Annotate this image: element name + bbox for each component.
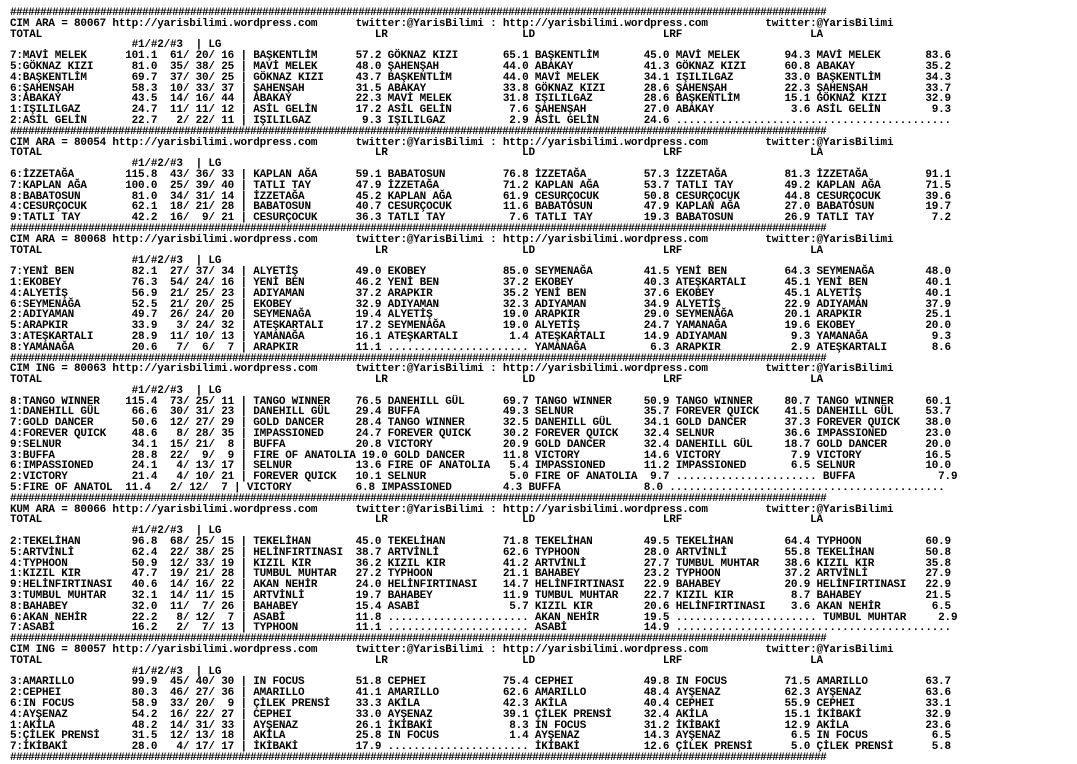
horse-row: 8:TANGO WINNER 115.4 73/ 25/ 11 | TANGO WINNER 76.5 DANEHILL GÜL 69.7 TANGO WINNER 50.9 TANGO WINNER 80.7 TANGO WINNER 60.1 xyxy=(10,395,951,408)
horse-row: 5:ÇİLEK PRENSİ 31.5 12/ 13/ 18 | AKİLA 25.8 IN FOCUS 1.4 AYŞENAZ 14.3 AYŞENAZ 6.5 IN FOCUS 6.5 xyxy=(10,730,951,743)
horse-row: 7:ASABİ 16.2 2/ 7/ 13 | TYPHOON 11.1 ...................... ASABİ 14.9 ........................................... xyxy=(10,622,951,635)
horse-row: 8:BAHABEY 32.0 11/ 7/ 26 | BAHABEY 15.4 ASABİ 5.7 KIZIL KIR 20.6 HELİNFIRTINASI 3.6 AKAN NEHİR 6.5 xyxy=(10,600,951,613)
column-subheader: #1/#2/#3 | LG xyxy=(10,384,222,397)
race-header: CIM ING = 80057 http://yarisbilimi.wordpress.com twitter:@YarisBilimi : http://yarisbilimi.wordpress.com twitter:@YarisBilimi xyxy=(10,644,894,657)
horse-row: 5:FIRE OF ANATOL 11.4 2/ 12/ 7 | VICTORY 6.8 IMPASSIONED 4.3 BUFFA 8.0 ........................................... xyxy=(10,482,945,495)
racing-stats-sheet xyxy=(10,7,1072,764)
separator-line: ######################################################################################################################################## xyxy=(10,751,827,764)
race-header: CIM ING = 80063 http://yarisbilimi.wordpress.com twitter:@YarisBilimi : http://yarisbilimi.wordpress.com twitter:@YarisBilimi xyxy=(10,363,894,376)
horse-row: 3:ABAKAY 43.5 14/ 16/ 44 | ABAKAY 22.3 MAVİ MELEK 31.8 IŞILILGAZ 28.6 BAŞKENTLİM 15.1 GÖKNAZ KIZI 32.9 xyxy=(10,93,951,106)
horse-row: 9:TATLI TAY 42.2 16/ 9/ 21 | CESURÇOCUK 36.3 TATLI TAY 7.6 TATLI TAY 19.3 BABATOSUN 26.9 TATLI TAY 7.2 xyxy=(10,212,951,225)
horse-row: 3:AMARILLO 99.9 45/ 40/ 30 | IN FOCUS 51.8 CEPHEI 75.4 CEPHEI 49.8 IN FOCUS 71.5 AMARILLO 63.7 xyxy=(10,676,951,689)
column-header: TOTAL LR LD LRF LA xyxy=(10,514,823,527)
horse-row: 2:TEKELİHAN 96.8 68/ 25/ 15 | TEKELİHAN 45.0 TEKELİHAN 71.8 TEKELİHAN 49.5 TEKELİHAN 64.4 TYPHOON 60.9 xyxy=(10,536,951,549)
horse-row: 5:GÖKNAZ KIZI 81.0 35/ 38/ 25 | MAVİ MELEK 48.0 ŞAHENŞAH 44.0 ABAKAY 41.3 GÖKNAZ KIZI 60.8 ABAKAY 35.2 xyxy=(10,60,951,73)
horse-row: 7:MAVİ MELEK 101.1 61/ 20/ 16 | BAŞKENTLİM 57.2 GÖKNAZ KIZI 65.1 BAŞKENTLİM 45.0 MAVİ MELEK 94.3 MAVİ MELEK 83.6 xyxy=(10,50,951,63)
horse-row: 3:ATEŞKARTALI 28.9 11/ 10/ 13 | YAMANAĞA 16.1 ATEŞKARTALI 1.4 ATEŞKARTALI 14.9 ADIYAMAN 9.3 YAMANAĞA 9.3 xyxy=(10,330,951,343)
horse-row: 4:AYŞENAZ 54.2 16/ 22/ 27 | CEPHEI 33.0 AYŞENAZ 39.1 ÇİLEK PRENSİ 32.4 AKİLA 15.1 İKİBAKİ 32.9 xyxy=(10,708,951,721)
horse-row: 2:VICTORY 21.4 4/ 10/ 21 | FOREVER QUICK 10.1 SELNUR 5.0 FIRE OF ANATOLIA 9.7 ...................... BUFFA 7.9 xyxy=(10,471,958,484)
horse-row: 1:IŞILILGAZ 24.7 11/ 11/ 12 | ASİL GELİN 17.2 ASİL GELİN 7.6 ŞAHENŞAH 27.0 ABAKAY 3.6 ASİL GELİN 9.3 xyxy=(10,104,951,117)
horse-row: 3:TUMBUL MUHTAR 32.1 14/ 11/ 15 | ARTVİNLİ 19.7 BAHABEY 11.9 TUMBUL MUHTAR 22.7 KIZIL KIR 8.7 BAHABEY 21.5 xyxy=(10,590,951,603)
separator-line: ######################################################################################################################################## xyxy=(10,125,827,138)
horse-row: 7:KAPLAN AĞA 100.0 25/ 39/ 40 | TATLI TAY 47.9 İZZETAĞA 71.2 KAPLAN AĞA 53.7 TATLI TAY 49.2 KAPLAN AĞA 71.5 xyxy=(10,179,951,192)
race-header: CIM ARA = 80054 http://yarisbilimi.wordpress.com twitter:@YarisBilimi : http://yarisbilimi.wordpress.com twitter:@YarisBilimi xyxy=(10,136,894,149)
horse-row: 1:EKOBEY 76.3 54/ 24/ 16 | YENİ BEN 46.2 YENİ BEN 37.2 EKOBEY 40.3 ATEŞKARTALI 45.1 YENİ BEN 40.1 xyxy=(10,276,951,289)
column-header: TOTAL LR LD LRF LA xyxy=(10,28,823,41)
horse-row: 6:ŞAHENŞAH 58.3 10/ 33/ 37 | ŞAHENŞAH 31.5 ABAKAY 33.8 GÖKNAZ KIZI 28.6 ŞAHENŞAH 22.3 ŞAHENŞAH 33.7 xyxy=(10,82,951,95)
horse-row: 4:CESURÇOCUK 62.1 18/ 21/ 28 | BABATOSUN 40.7 CESURÇOCUK 11.6 BABATOSUN 47.9 KAPLAN AĞA 27.0 BABATOSUN 19.7 xyxy=(10,201,951,214)
horse-row: 9:SELNUR 34.1 15/ 21/ 8 | BUFFA 20.8 VICTORY 20.9 GOLD DANCER 32.4 DANEHILL GÜL 18.7 GOLD DANCER 20.0 xyxy=(10,438,951,451)
horse-row: 4:ALYETİŞ 56.9 21/ 25/ 23 | ADIYAMAN 37.2 ARAPKIR 35.2 YENİ BEN 37.6 EKOBEY 45.1 ALYETİŞ 40.1 xyxy=(10,287,951,300)
horse-row: 1:AKİLA 48.2 14/ 31/ 33 | AYŞENAZ 26.1 İKİBAKİ 8.3 IN FOCUS 31.2 İKİBAKİ 12.9 AKİLA 23.6 xyxy=(10,719,951,732)
horse-row: 9:HELİNFIRTINASI 40.6 14/ 16/ 22 | AKAN NEHİR 24.0 HELİNFIRTINASI 14.7 HELİNFIRTINASI 22.9 BAHABEY 20.9 HELİNFIRTINASI 22.9 xyxy=(10,579,951,592)
horse-row: 7:GOLD DANCER 50.6 12/ 27/ 29 | GOLD DANCER 28.4 TANGO WINNER 32.5 DANEHILL GÜL 34.1 GOLD DANCER 37.3 FOREVER QUICK 38.0 xyxy=(10,417,951,430)
horse-row: 7:YENİ BEN 82.1 27/ 37/ 34 | ALYETİŞ 49.0 EKOBEY 85.0 SEYMENAĞA 41.5 YENİ BEN 64.3 SEYMENAĞA 48.0 xyxy=(10,266,951,279)
column-subheader: #1/#2/#3 | LG xyxy=(10,665,222,678)
column-subheader: #1/#2/#3 | LG xyxy=(10,39,222,52)
horse-row: 8:BABATOSUN 81.0 34/ 31/ 14 | İZZETAĞA 45.2 KAPLAN AĞA 61.9 CESURÇOCUK 50.8 CESURÇOCUK 44.8 CESURÇOCUK 39.6 xyxy=(10,190,951,203)
horse-row: 2:CEPHEI 80.3 46/ 27/ 36 | AMARILLO 41.1 AMARILLO 62.6 AMARILLO 48.4 AYŞENAZ 62.3 AYŞENAZ 63.6 xyxy=(10,687,951,700)
horse-row: 3:BUFFA 28.8 22/ 9/ 9 | FIRE OF ANATOLIA 19.0 GOLD DANCER 11.8 VICTORY 14.6 VICTORY 7.9 VICTORY 16.5 xyxy=(10,449,951,462)
horse-row: 5:ARAPKIR 33.9 3/ 24/ 32 | ATEŞKARTALI 17.2 SEYMENAĞA 19.0 ALYETİŞ 24.7 YAMANAĞA 19.6 EKOBEY 20.0 xyxy=(10,320,951,333)
horse-row: 6:İZZETAĞA 115.8 43/ 36/ 33 | KAPLAN AĞA 59.1 BABATOSUN 76.8 İZZETAĞA 57.3 İZZETAĞA 81.3 İZZETAĞA 91.1 xyxy=(10,168,951,181)
column-subheader: #1/#2/#3 | LG xyxy=(10,158,222,171)
column-header: TOTAL LR LD LRF LA xyxy=(10,147,823,160)
separator-line: ######################################################################################################################################## xyxy=(10,7,827,19)
column-header: TOTAL LR LD LRF LA xyxy=(10,374,823,387)
column-header: TOTAL LR LD LRF LA xyxy=(10,654,823,667)
separator-line: ######################################################################################################################################## xyxy=(10,633,827,646)
horse-row: 8:YAMANAĞA 20.6 7/ 6/ 7 | ARAPKIR 11.1 ...................... YAMANAĞA 6.3 ARAPKIR 2.9 ATEŞKARTALI 8.6 xyxy=(10,341,951,354)
race-header: KUM ARA = 80066 http://yarisbilimi.wordpress.com twitter:@YarisBilimi : http://yarisbilimi.wordpress.com twitter:@YarisBilimi xyxy=(10,503,894,516)
column-subheader: #1/#2/#3 | LG xyxy=(10,525,222,538)
separator-line: ######################################################################################################################################## xyxy=(10,222,827,235)
separator-line: ######################################################################################################################################## xyxy=(10,492,827,505)
horse-row: 6:AKAN NEHİR 22.2 8/ 12/ 7 | ASABİ 11.8 ...................... AKAN NEHİR 19.5 ...................... TUMBUL MUHTAR 2.9 xyxy=(10,611,958,624)
horse-row: 6:IMPASSIONED 24.1 4/ 13/ 17 | SELNUR 13.6 FIRE OF ANATOLIA 5.4 IMPASSIONED 11.2 IMPASSIONED 6.5 SELNUR 10.0 xyxy=(10,460,951,473)
race-header: CIM ARA = 80068 http://yarisbilimi.wordpress.com twitter:@YarisBilimi : http://yarisbilimi.wordpress.com twitter:@YarisBilimi xyxy=(10,233,894,246)
horse-row: 4:FOREVER QUICK 48.6 8/ 28/ 35 | IMPASSIONED 24.7 FOREVER QUICK 30.2 FOREVER QUICK 32.4 SELNUR 36.6 IMPASSIONED 23.0 xyxy=(10,428,951,441)
horse-row: 1:DANEHILL GÜL 66.6 30/ 31/ 23 | DANEHILL GÜL 29.4 BUFFA 49.3 SELNUR 35.7 FOREVER QUICK 41.5 DANEHILL GÜL 53.7 xyxy=(10,406,951,419)
horse-row: 5:ARTVİNLİ 62.4 22/ 38/ 25 | HELİNFIRTINASI 38.7 ARTVİNLİ 62.6 TYPHOON 28.0 ARTVİNLİ 55.8 TEKELİHAN 50.8 xyxy=(10,546,951,559)
horse-row: 2:ASİL GELİN 22.7 2/ 22/ 11 | IŞILILGAZ 9.3 IŞILILGAZ 2.9 ASİL GELİN 24.6 ........................................... xyxy=(10,114,951,127)
horse-row: 2:ADIYAMAN 49.7 26/ 24/ 20 | SEYMENAĞA 19.4 ALYETİŞ 19.0 ARAPKIR 29.0 SEYMENAĞA 20.1 ARAPKIR 25.1 xyxy=(10,309,951,322)
horse-row: 6:IN FOCUS 58.9 33/ 20/ 9 | ÇİLEK PRENSİ 33.3 AKİLA 42.3 AKİLA 40.4 CEPHEI 55.9 CEPHEI 33.1 xyxy=(10,698,951,710)
horse-row: 7:İKİBAKİ 28.0 4/ 17/ 17 | İKİBAKİ 17.9 ...................... İKİBAKİ 12.6 ÇİLEK PRENSİ 5.0 ÇİLEK PRENSİ 5.8 xyxy=(10,741,951,754)
horse-row: 6:SEYMENAĞA 52.5 21/ 20/ 25 | EKOBEY 32.9 ADIYAMAN 32.3 ADIYAMAN 34.9 ALYETİŞ 22.9 ADIYAMAN 37.9 xyxy=(10,298,951,311)
column-header: TOTAL LR LD LRF LA xyxy=(10,244,823,257)
column-subheader: #1/#2/#3 | LG xyxy=(10,255,222,268)
race-header: CIM ARA = 80067 http://yarisbilimi.wordpress.com twitter:@YarisBilimi : http://yarisbilimi.wordpress.com twitter:@YarisBilimi xyxy=(10,17,894,30)
horse-row: 1:KIZIL KIR 47.7 19/ 21/ 28 | TUMBUL MUHTAR 27.2 TYPHOON 21.1 BAHABEY 23.2 TYPHOON 37.2 ARTVİNLİ 27.9 xyxy=(10,568,951,581)
separator-line: ######################################################################################################################################## xyxy=(10,352,827,365)
horse-row: 4:BAŞKENTLİM 69.7 37/ 30/ 25 | GÖKNAZ KIZI 43.7 BAŞKENTLİM 44.0 MAVİ MELEK 34.1 IŞILILGAZ 33.0 BAŞKENTLİM 34.3 xyxy=(10,71,951,84)
horse-row: 4:TYPHOON 50.9 12/ 33/ 19 | KIZIL KIR 36.2 KIZIL KIR 41.2 ARTVİNLİ 27.7 TUMBUL MUHTAR 38.6 KIZIL KIR 35.8 xyxy=(10,557,951,570)
